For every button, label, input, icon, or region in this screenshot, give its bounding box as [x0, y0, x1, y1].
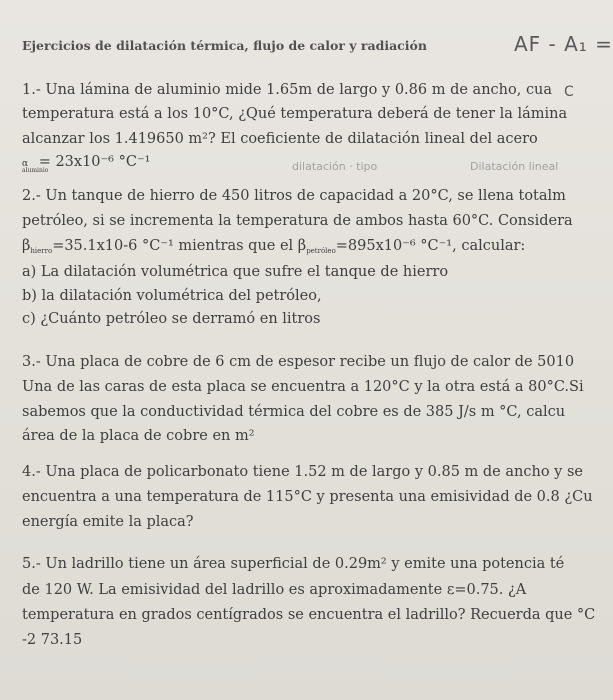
problem-4-line-1: 4.- Una placa de policarbonato tiene 1.52 m de largo y 0.85 m de ancho y se	[22, 464, 583, 480]
problem-3-line-1: 3.- Una placa de cobre de 6 cm de espesor recibe un flujo de calor de 5010	[22, 354, 575, 370]
handwritten-note-c: C	[564, 84, 574, 100]
coefficient-value: = 23x10⁻⁶ °C⁻¹	[38, 154, 151, 170]
problem-2-line-3	[22, 238, 525, 255]
faded-text-mid: dilatación · tipo	[292, 160, 378, 173]
beta-iron-subscript: hierro	[30, 247, 53, 255]
problem-3-line-2: Una de las caras de esta placa se encuentra a 120°C y la otra está a 80°C.Si	[22, 379, 584, 395]
handwritten-note-top: AF - A₁ =	[514, 32, 613, 56]
coefficient-label	[22, 159, 49, 174]
problem-5-line-1: 5.- Un ladrillo tiene un área superficial de 0.29m² y emite una potencia té	[22, 556, 565, 572]
problem-2-line-2: petróleo, si se incrementa la temperatura de ambos hasta 60°C. Considera	[22, 213, 573, 229]
problem-2-line-1: 2.- Un tanque de hierro de 450 litros de capacidad a 20°C, se llena totalm	[22, 188, 566, 204]
alpha-symbol: α	[22, 159, 29, 169]
problem-1-coefficient	[22, 154, 151, 174]
problem-1-line-3: alcanzar los 1.419650 m²? El coeficiente de dilatación lineal del acero	[22, 131, 538, 147]
document-title: Ejercicios de dilatación térmica, flujo de calor y radiación	[22, 38, 427, 53]
problem-3-line-3: sabemos que la conductividad térmica del cobre es de 385 J/s m °C, calcu	[22, 404, 566, 420]
beta-oil-value: =895x10⁻⁶ °C⁻¹, calcular:	[335, 238, 526, 254]
problem-5-line-3: temperatura en grados centígrados se encuentra el ladrillo? Recuerda que °C	[22, 607, 596, 623]
problem-1-line-1: 1.- Una lámina de aluminio mide 1.65m de largo y 0.86 m de ancho, cua	[22, 82, 553, 98]
problem-4-line-3: energía emite la placa?	[22, 514, 194, 530]
problem-3-line-4: área de la placa de cobre en m²	[22, 428, 255, 444]
faded-text-right: Dilatación lineal	[470, 160, 559, 173]
problem-4-line-2: encuentra a una temperatura de 115°C y presenta una emisividad de 0.8 ¿Cu	[22, 489, 593, 505]
problem-5-line-4: -2 73.15	[22, 632, 83, 648]
problem-5-line-2: de 120 W. La emisividad del ladrillo es aproximadamente ε=0.75. ¿A	[22, 582, 527, 598]
problem-2-item-c: c) ¿Cuánto petróleo se derramó en litros	[22, 311, 321, 327]
problem-1-line-2: temperatura está a los 10°C, ¿Qué temperatura deberá de tener la lámina	[22, 106, 568, 122]
beta-oil-subscript: petróleo	[306, 247, 336, 255]
coefficient-subscript: aluminio	[22, 167, 49, 174]
beta-iron-symbol: β	[22, 238, 31, 254]
problem-2-item-a: a) La dilatación volumétrica que sufre el tanque de hierro	[22, 264, 449, 280]
beta-iron-value: =35.1x10-6 °C⁻¹ mientras que el β	[52, 238, 307, 254]
problem-2-item-b: b) la dilatación volumétrica del petróleo,	[22, 288, 322, 304]
